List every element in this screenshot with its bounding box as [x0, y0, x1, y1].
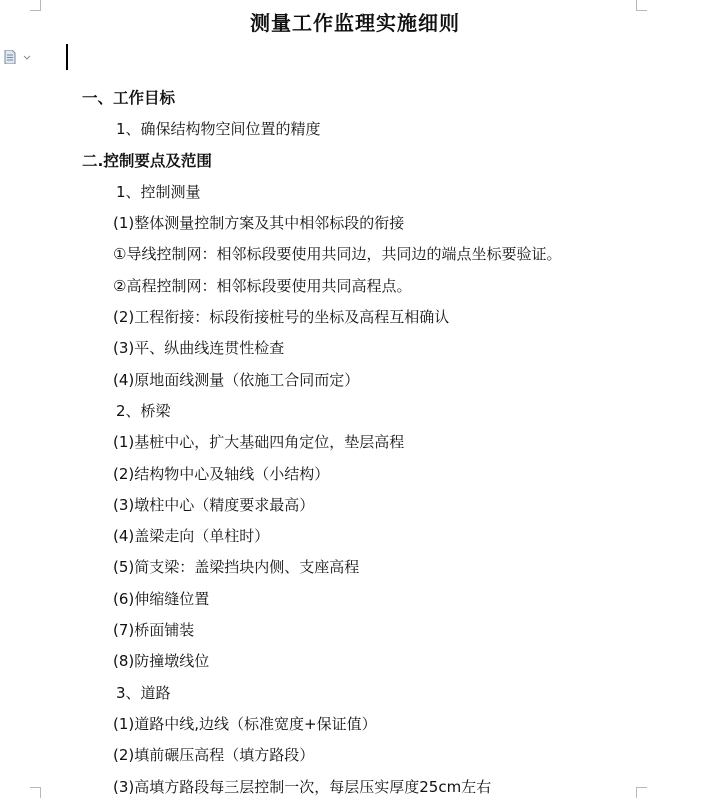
document-icon — [5, 50, 15, 64]
section-heading: 一、工作目标 — [82, 89, 176, 107]
section-heading: 二.控制要点及范围 — [82, 151, 212, 170]
body-paragraph: (2)工程衔接：标段衔接桩号的坐标及高程互相确认 — [113, 308, 450, 327]
body-paragraph: (1)道路中线,边线（标准宽度+保证值） — [113, 714, 377, 733]
document-body[interactable] — [0, 83, 710, 803]
body-paragraph: (5)简支梁：盖梁挡块内侧、支座高程 — [113, 558, 360, 577]
chevron-down-icon — [24, 56, 30, 59]
body-paragraph: (3)高填方路段每三层控制一次，每层压实厚度25cm左右 — [113, 777, 492, 796]
body-paragraph: (1)整体测量控制方案及其中相邻标段的衔接 — [113, 214, 405, 233]
body-paragraph: (2)结构物中心及轴线（小结构） — [113, 464, 330, 483]
body-paragraph: (2)填前碾压高程（填方路段） — [113, 746, 315, 765]
body-paragraph: 1、确保结构物空间位置的精度 — [116, 120, 321, 139]
body-paragraph: ②高程控制网：相邻标段要使用共同高程点。 — [113, 276, 412, 295]
body-paragraph: (1)基桩中心，扩大基础四角定位，垫层高程 — [113, 433, 405, 452]
document-title: 测量工作监理实施细则 — [250, 11, 460, 35]
document-menu-button[interactable] — [4, 49, 34, 63]
body-paragraph: 1、控制测量 — [116, 182, 201, 201]
body-paragraph: (4)盖梁走向（单柱时） — [113, 527, 270, 546]
body-paragraph: 2、桥梁 — [116, 401, 171, 420]
text-cursor — [66, 44, 68, 70]
body-paragraph: 3、道路 — [116, 683, 171, 702]
body-paragraph: (8)防撞墩线位 — [113, 652, 210, 671]
body-paragraph: (6)伸缩缝位置 — [113, 589, 210, 608]
body-paragraph: (3)平、纵曲线连贯性检查 — [113, 339, 285, 358]
body-paragraph: ①导线控制网：相邻标段要使用共同边，共同边的端点坐标要验证。 — [113, 245, 562, 264]
body-paragraph: (3)墩柱中心（精度要求最高） — [113, 495, 315, 514]
body-paragraph: (4)原地面线测量（依施工合同而定） — [113, 370, 360, 389]
body-paragraph: (7)桥面铺装 — [113, 621, 195, 640]
